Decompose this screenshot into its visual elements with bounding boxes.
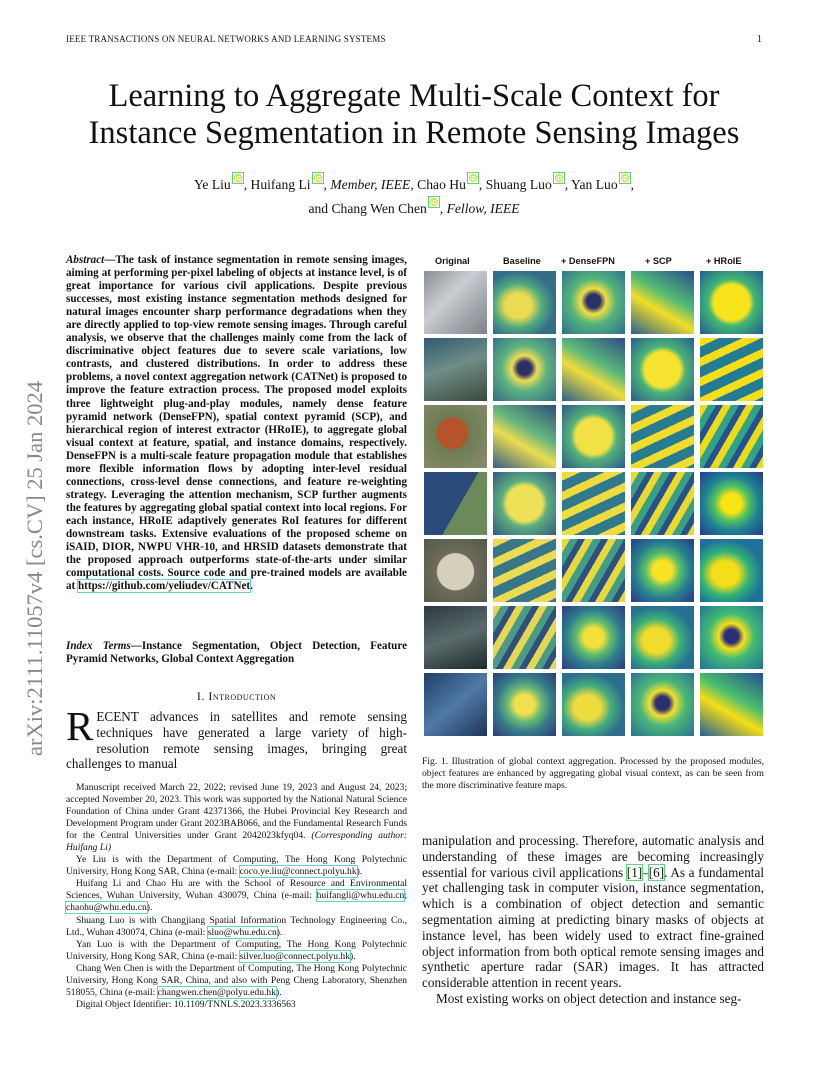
index-terms-label: Index Terms [66, 640, 131, 652]
svg-text:iD: iD [469, 176, 476, 183]
author-5-tail: , [630, 177, 635, 192]
figure-feature-map [493, 539, 556, 602]
footnote-author-4: Yan Luo is with the Department of Computing, The Hong Kong Polytechnic University, Hong Kong SAR, China (e-mail: silver.luo@connect.polyu.hk). [66, 938, 407, 962]
figure-feature-map [493, 472, 556, 535]
orcid-icon[interactable] [553, 170, 565, 182]
author-2-title: , Member, IEEE [323, 177, 411, 192]
figure-1 [424, 253, 766, 743]
figure-feature-map [631, 338, 694, 401]
paper-title [66, 78, 762, 152]
figure-original-image [424, 673, 487, 736]
email-link[interactable]: sluo@whu.edu.cn [207, 926, 277, 938]
footnote-manuscript: Manuscript received March 22, 2022; revised June 19, 2023 and August 24, 2023; accepted November 20, 2023. This work was supported by the National Natural Science Foundation of China under Grant 42371366, the Hubei Provincial Key Research and Development Program under Grant 2023BAB066, and the Fundamental Research Funds for the Central Universities under Grant 2042023kfyq04. (Corresponding author: Huifang Li) [66, 782, 408, 854]
drop-cap: R [66, 703, 94, 749]
paragraph-2: Most existing works on object detection and instance seg- [436, 990, 742, 1006]
figure-feature-map [493, 405, 556, 468]
column-header-hroie: + HRoIE [706, 256, 742, 266]
orcid-icon[interactable] [428, 194, 440, 206]
figure-feature-map [631, 271, 694, 334]
figure-feature-map [631, 606, 694, 669]
email-link[interactable]: silver.luo@connect.polyu.hk [239, 950, 351, 962]
citation-link[interactable]: [6] [648, 864, 665, 880]
figure-feature-map [700, 338, 763, 401]
figure-feature-map [631, 673, 694, 736]
footnote-author-2: Huifang Li and Chao Hu are with the School of Resource and Environmental Sciences, Wuhan University, Wuhan 430079, China (e-mail: huifangli@whu.edu.cn; chaohu@whu.edu.cn). [66, 878, 407, 914]
figure-feature-map [493, 338, 556, 401]
figure-feature-map [700, 405, 763, 468]
abstract-text: —The task of instance segmentation in remote sensing images, aiming at performing per-pixel labeling of objects at instance level, is of great importance for various civil applications. Despite previous successes, most existing instance segmentation methods designed for natural images encounter sharp performance degradations when they are directly applied to top-view remote sensing images. Through careful analysis, we observe that the challenges mainly come from the lack of discriminative object features due to severe scale variations, low contrasts, and clustered distributions. In order to address these problems, a novel context aggregation network (CATNet) is proposed to improve the feature extraction process. The proposed model exploits three lightweight plug-and-play modules, namely dense feature pyramid network (DenseFPN), spatial context pyramid (SCP), and hierarchical region of interest extractor (HRoIE), to aggregate global visual context at feature, spatial, and instance domains, respectively. DenseFPN is a multi-scale feature propagation module that establishes more flexible information flows by adopting inter-level residual connections, cross-level dense connections, and feature re-weighting strategy. Leveraging the attention mechanism, SCP further augments the features by aggregating global spatial context into local regions. For each instance, HRoIE adaptively generates RoI features for different downstream tasks. Extensive evaluations of the proposed scheme on iSAID, DIOR, NWPU VHR-10, and HRSID datasets demonstrate that the proposed approach outperforms state-of-the-arts under similar computational costs. Source code and pre-trained models are available at [66, 254, 407, 593]
abstract [66, 254, 407, 593]
column-header-densefpn: + DenseFPN [561, 256, 615, 266]
footnote-doi: Digital Object Identifier: 10.1109/TNNLS.2023.3336563 [76, 998, 296, 1010]
footnotes [66, 782, 407, 1011]
svg-text:iD: iD [555, 176, 562, 183]
author-2: , Huifang Li [243, 177, 311, 192]
index-terms-text: —Instance Segmentation, Object Detection, Feature Pyramid Networks, Global Context Aggregation [66, 640, 407, 666]
figure-original-image [424, 271, 487, 334]
column-header-baseline: Baseline [503, 256, 541, 266]
svg-text:iD: iD [314, 176, 321, 183]
arxiv-stamp-text: arXiv:2111.11057v4 [cs.CV] 25 Jan 2024 [22, 381, 47, 756]
running-head: IEEE TRANSACTIONS ON NEURAL NETWORKS AND LEARNING SYSTEMS [66, 34, 386, 44]
svg-text:iD: iD [234, 176, 241, 183]
author-6-title: , Fellow, IEEE [439, 201, 520, 216]
figure-feature-map [562, 673, 625, 736]
email-link[interactable]: coco.ye.liu@connect.polyu.hk [239, 866, 357, 878]
abstract-label: Abstract [66, 254, 105, 266]
orcid-icon[interactable] [312, 170, 324, 182]
figure-feature-map [493, 271, 556, 334]
footnote-author-1: Ye Liu is with the Department of Computing, The Hong Kong Polytechnic University, Hong Kong SAR, China (e-mail: coco.ye.liu@connect.polyu.hk). [66, 854, 407, 878]
figure-original-image [424, 606, 487, 669]
page-number: 1 [757, 34, 762, 45]
figure-feature-map [631, 539, 694, 602]
column-header-scp: + SCP [645, 256, 672, 266]
figure-feature-map [562, 539, 625, 602]
footnote-author-3: Shuang Luo is with Changjiang Spatial Information Technology Engineering Co., Ltd., Wuhan 430074, China (e-mail: sluo@whu.edu.cn). [66, 914, 407, 938]
figure-feature-map [493, 606, 556, 669]
figure-feature-map [562, 606, 625, 669]
figure-feature-map [562, 338, 625, 401]
figure-feature-map [493, 673, 556, 736]
figure-feature-map [700, 271, 763, 334]
figure-feature-map [631, 405, 694, 468]
section-heading [66, 689, 407, 704]
intro-paragraph [66, 703, 407, 772]
abstract-end: . [250, 580, 253, 593]
figure-feature-map [700, 539, 763, 602]
paragraph-1: manipulation and processing. Therefore, automatic analysis and understanding of these images are becoming increasingly essential for various civil applications [1]–[6]. As a fundamental yet challenging task in computer vision, instance segmentation, which is a combination of object detection and semantic segmentation aiming at predicting binary masks of objects at instance level, has been widely used to extract fine-grained object information from both optical remote sensing images and synthetic aperture radar (SAR) images. It has attracted considerable attention in recent years. [422, 833, 764, 991]
code-link[interactable]: https://github.com/yeliudev/CATNet [78, 580, 251, 593]
author-5: , Yan Luo [564, 177, 618, 192]
figure-feature-map [700, 606, 763, 669]
orcid-icon[interactable] [467, 170, 479, 182]
figure-feature-map [562, 271, 625, 334]
author-3: , Chao Hu [410, 177, 466, 192]
title-line-1: Learning to Aggregate Multi-Scale Context for [108, 78, 720, 114]
title-line-2: Instance Segmentation in Remote Sensing Images [88, 115, 740, 151]
section-number: I. [196, 689, 205, 703]
figure-original-image [424, 405, 487, 468]
figure-feature-map [631, 472, 694, 535]
figure-feature-map [562, 405, 625, 468]
right-column-text [422, 833, 764, 1007]
author-6: and Chang Wen Chen [308, 201, 427, 216]
citation-link[interactable]: [1] [626, 864, 643, 880]
figure-original-image [424, 472, 487, 535]
svg-text:iD: iD [621, 176, 628, 183]
orcid-icon[interactable] [232, 170, 244, 182]
email-link[interactable]: changwen.chen@polyu.edu.hk [157, 986, 276, 998]
svg-text:iD: iD [430, 200, 437, 207]
intro-text: ECENT advances in satellites and remote sensing techniques have generated a large variety of high-resolution remote sensing images, bringing great challenges to manual [66, 709, 407, 772]
author-1: Ye Liu [193, 177, 231, 192]
figure-feature-map [700, 673, 763, 736]
figure-caption: Fig. 1. Illustration of global context aggregation. Processed by the proposed modules, object features are enhanced by aggregating global visual context, as can be seen from the more discriminative feature maps. [422, 756, 764, 792]
footnote-author-5: Chang Wen Chen is with the Department of Computing, The Hong Kong Polytechnic University, Hong Kong SAR, China, and also with Peng Cheng Laboratory, Shenzhen 518055, China (e-mail: changwen.chen@polyu.edu.hk). [66, 962, 407, 998]
arxiv-stamp[interactable] [8, 290, 52, 760]
section-title: Introduction [208, 689, 277, 703]
author-4: , Shuang Luo [478, 177, 552, 192]
figure-feature-map [562, 472, 625, 535]
figure-feature-map [700, 472, 763, 535]
email-link[interactable]: huifangli@whu.edu.cn [316, 890, 405, 902]
orcid-icon[interactable] [619, 170, 631, 182]
email-link[interactable]: chaohu@whu.edu.cn [66, 902, 147, 914]
column-header-original: Original [435, 256, 470, 266]
figure-original-image [424, 338, 487, 401]
author-list [66, 170, 762, 218]
index-terms [66, 640, 407, 666]
figure-original-image [424, 539, 487, 602]
